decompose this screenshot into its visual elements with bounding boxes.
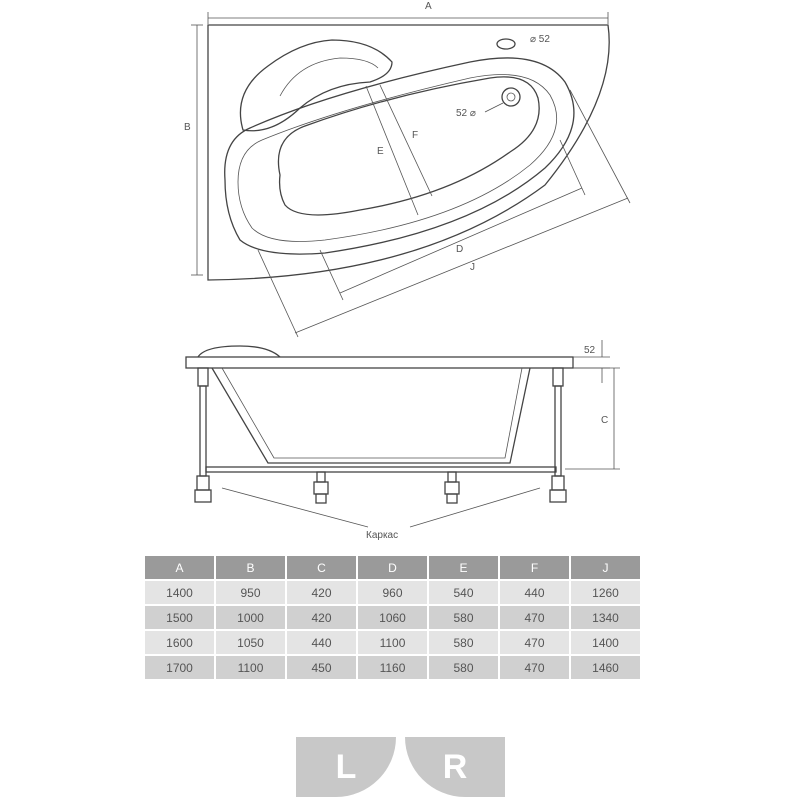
table-cell: 420 bbox=[287, 581, 356, 604]
basin-outer bbox=[225, 58, 574, 254]
table-cell: 440 bbox=[500, 581, 569, 604]
tub-outline bbox=[208, 25, 609, 280]
table-cell: 1340 bbox=[571, 606, 640, 629]
frame-rail bbox=[206, 467, 556, 472]
table-header-cell: F bbox=[500, 556, 569, 579]
frame-leg-mid-2 bbox=[445, 472, 459, 503]
table-cell: 1050 bbox=[216, 631, 285, 654]
overflow-hole bbox=[497, 39, 515, 49]
left-variant-badge: L bbox=[296, 737, 396, 797]
table-header-cell: D bbox=[358, 556, 427, 579]
table-cell: 1400 bbox=[571, 631, 640, 654]
drain-hole-label: 52 ⌀ bbox=[456, 108, 476, 119]
table-header-cell: C bbox=[287, 556, 356, 579]
dim-e-line bbox=[366, 86, 418, 215]
table-cell: 1160 bbox=[358, 656, 427, 679]
dim-b-label: B bbox=[184, 122, 191, 133]
table-cell: 1000 bbox=[216, 606, 285, 629]
side-rim bbox=[186, 357, 573, 368]
dim-d-label: D bbox=[456, 244, 464, 255]
dim-j-label: J bbox=[470, 262, 475, 273]
table-cell: 1100 bbox=[358, 631, 427, 654]
dim-e-label: E bbox=[377, 146, 384, 157]
table-cell: 450 bbox=[287, 656, 356, 679]
table-header-cell: A bbox=[145, 556, 214, 579]
frame-label: Каркас bbox=[366, 530, 399, 541]
table-cell: 580 bbox=[429, 606, 498, 629]
top-view bbox=[184, 1, 630, 337]
table-cell: 950 bbox=[216, 581, 285, 604]
headrest-shape bbox=[240, 40, 392, 131]
table-cell: 1460 bbox=[571, 656, 640, 679]
overflow-hole-label: ⌀ 52 bbox=[530, 34, 550, 45]
table-header-cell: B bbox=[216, 556, 285, 579]
table-cell: 440 bbox=[287, 631, 356, 654]
table-row bbox=[145, 581, 640, 604]
table-header-row bbox=[145, 556, 640, 579]
dim-f-label: F bbox=[412, 130, 419, 141]
table-cell: 470 bbox=[500, 606, 569, 629]
table-cell: 580 bbox=[429, 656, 498, 679]
table-cell: 1500 bbox=[145, 606, 214, 629]
table-row bbox=[145, 606, 640, 629]
table-cell: 540 bbox=[429, 581, 498, 604]
frame-leg-left bbox=[195, 368, 211, 502]
table-cell: 1700 bbox=[145, 656, 214, 679]
right-variant-badge: R bbox=[405, 737, 505, 797]
table-cell: 470 bbox=[500, 631, 569, 654]
table-header-cell: J bbox=[571, 556, 640, 579]
table-row bbox=[145, 656, 640, 679]
frame-leg-right bbox=[550, 368, 566, 502]
side-view bbox=[186, 340, 620, 541]
table-cell: 960 bbox=[358, 581, 427, 604]
dim-a-label: A bbox=[425, 1, 432, 12]
table-header-cell: E bbox=[429, 556, 498, 579]
drain-hole bbox=[502, 88, 520, 106]
table-cell: 1600 bbox=[145, 631, 214, 654]
table-cell: 470 bbox=[500, 656, 569, 679]
table-cell: 420 bbox=[287, 606, 356, 629]
dim-d-line bbox=[340, 188, 582, 293]
table-row bbox=[145, 631, 640, 654]
frame-leg-mid-1 bbox=[314, 472, 328, 503]
side-headrest bbox=[198, 346, 280, 357]
table-cell: 1260 bbox=[571, 581, 640, 604]
table-cell: 1400 bbox=[145, 581, 214, 604]
table-cell: 580 bbox=[429, 631, 498, 654]
table-cell: 1100 bbox=[216, 656, 285, 679]
dimensions-table bbox=[143, 554, 642, 681]
side-tub-body bbox=[212, 368, 530, 463]
dim-c-label: C bbox=[601, 415, 609, 426]
rim-thickness-label: 52 bbox=[584, 345, 596, 356]
table-cell: 1060 bbox=[358, 606, 427, 629]
